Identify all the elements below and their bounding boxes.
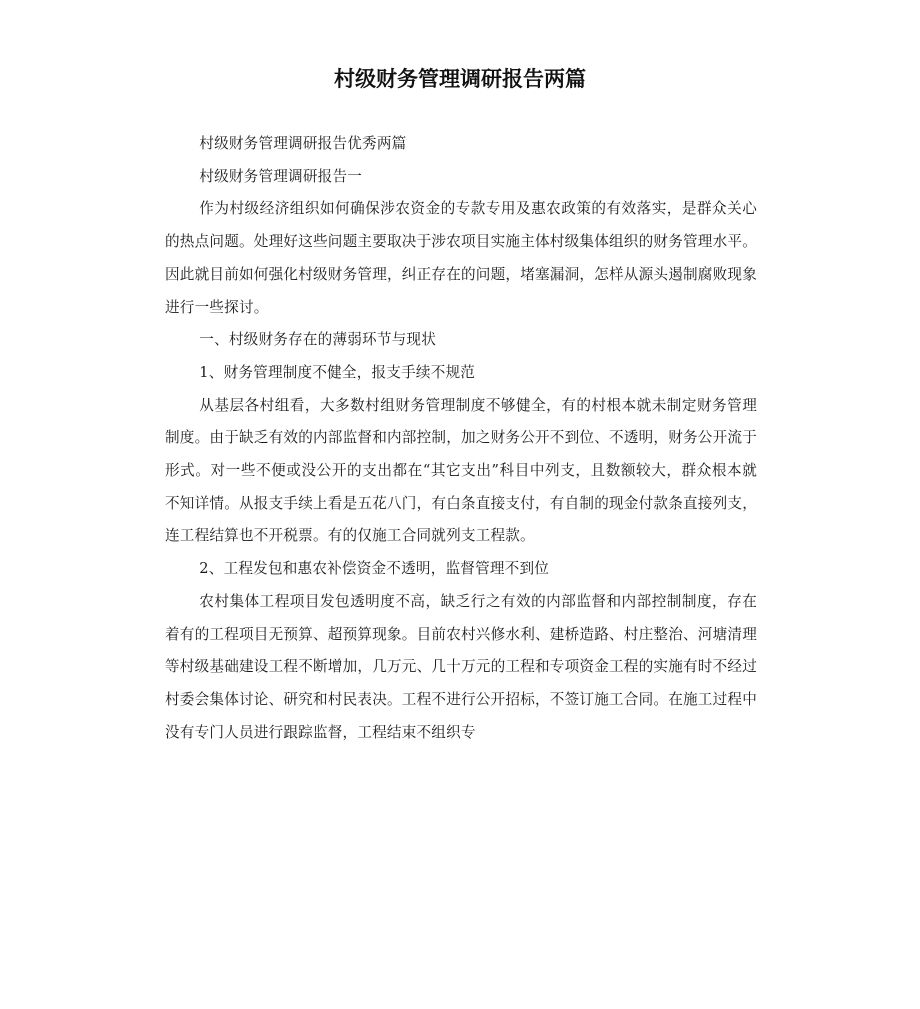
paragraph-report-one-heading: 村级财务管理调研报告一 <box>199 167 363 185</box>
document-title: 村级财务管理调研报告两篇 <box>334 67 586 91</box>
paragraph-project-contracting: 农村集体工程项目发包透明度不高，缺乏行之有效的内部监督和内部控制制度，存在着有的工程项目无预算、超预算现象。目前农村兴修水利、建桥造路、村庄整治、河塘清理等村级基础建设工程不断增加，几万元、几十万元的工程和专项资金工程的实施有时不经过村委会集体讨论、研究和村民表决。工程不进行公开招标，不签订施工合同。在施工过程中没有专门人员进行跟踪监督，工程结束不组织专 <box>165 592 757 741</box>
paragraph-subtitle: 村级财务管理调研报告优秀两篇 <box>199 135 407 152</box>
section-heading-weak-links: 一、村级财务存在的薄弱环节与现状 <box>199 331 436 349</box>
paragraph-introduction: 作为村级经济组织如何确保涉农资金的专款专用及惠农政策的有效落实，是群众关心的热点问题。处理好这些问题主要取决于涉农项目实施主体村级集体组织的财务管理水平。因此就目前如何强化村级财务管理，纠正存在的问题，堵塞漏洞，怎样从源头遏制腐败现象进行一些探讨。 <box>165 200 757 316</box>
document-body <box>165 128 757 749</box>
paragraph-management-system: 从基层各村组看，大多数村组财务管理制度不够健全，有的村根本就未制定财务管理制度。由于缺乏有效的内部监督和内部控制，加之财务公开不到位、不透明，财务公开流于形式。对一些不便或没公开的支出都在“其它支出”科目中列支，且数额较大，群众根本就不知详情。从报支手续上看是五花八门，有白条直接支付，有自制的现金付款条直接列支，连工程结算也不开税票。有的仅施工合同就列支工程款。 <box>165 396 757 545</box>
subsection-heading-2: 2、工程发包和惠农补偿资金不透明，监督管理不到位 <box>199 560 550 578</box>
subsection-heading-1: 1、财务管理制度不健全，报支手续不规范 <box>199 363 476 381</box>
